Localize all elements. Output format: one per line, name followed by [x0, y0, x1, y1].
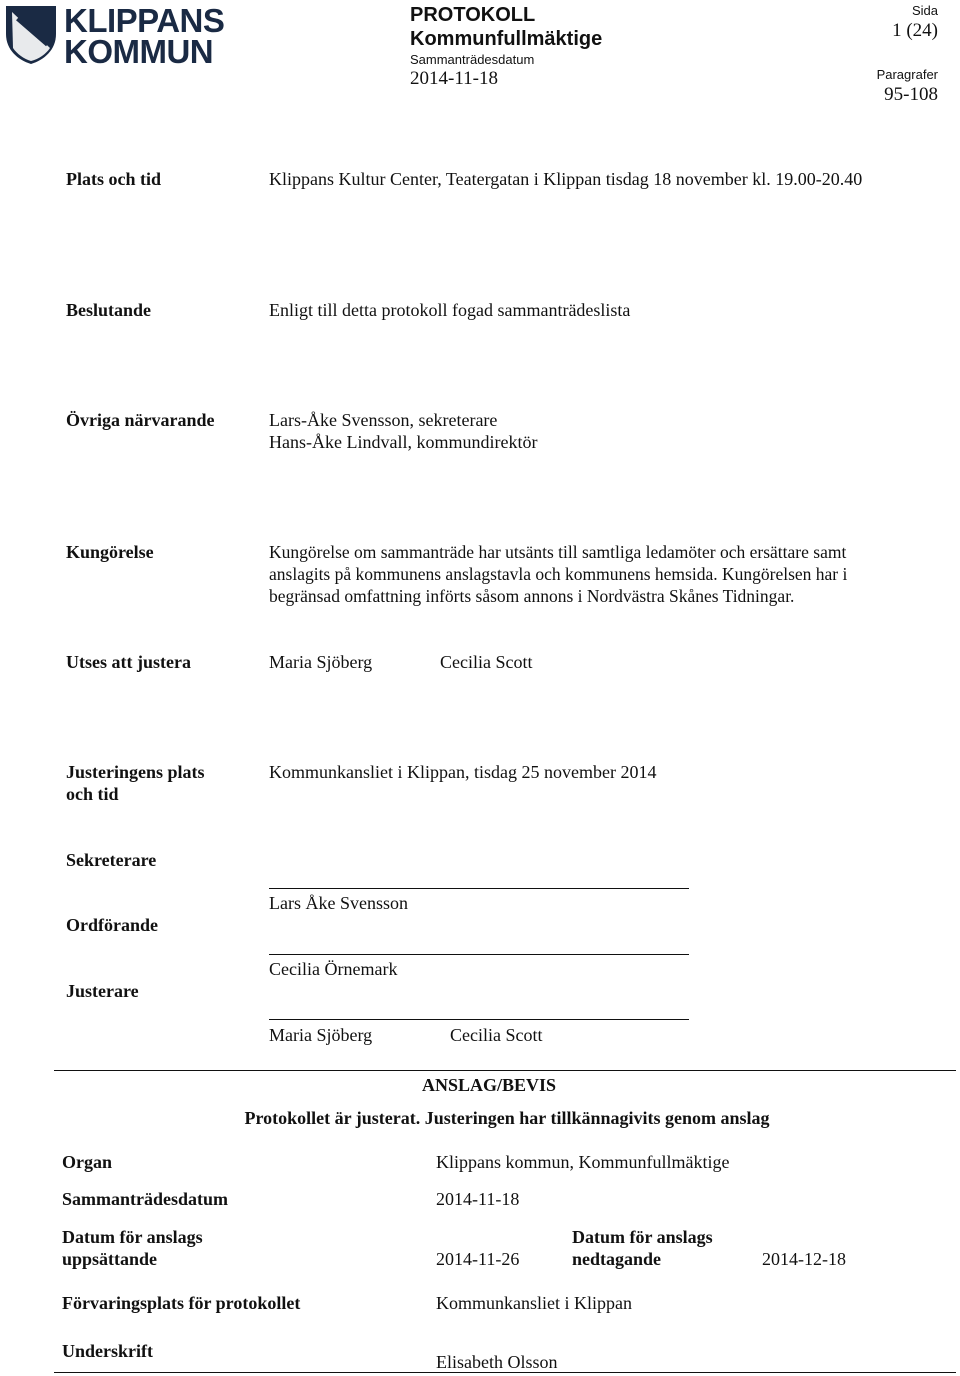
notice-meeting-date-value: 2014-11-18 — [436, 1189, 520, 1209]
notice-meeting-date-label: Sammanträdesdatum — [62, 1189, 229, 1209]
meeting-date-label: Sammanträdesdatum — [410, 52, 535, 67]
doc-type: PROTOKOLL — [410, 4, 536, 26]
removed-date-label-line1: Datum för anslags — [572, 1227, 713, 1247]
notice-top-rule — [54, 1070, 956, 1071]
chair-signature-line — [269, 954, 689, 955]
adjusters-label: Utses att justera — [66, 652, 191, 672]
adjust-place-label-line2: och tid — [66, 784, 119, 804]
announcement-line3: begränsad omfattning införts såsom annons i Nordvästra Skånes Tidningar. — [269, 586, 795, 606]
chair-name: Cecilia Örnemark — [269, 959, 398, 979]
adjusters-sign-label: Justerare — [66, 981, 139, 1001]
signature-label: Underskrift — [62, 1341, 153, 1361]
committee-name: Kommunfullmäktige — [410, 28, 603, 50]
secretary-name: Lars Åke Svensson — [269, 893, 408, 913]
deciders-value: Enligt till detta protokoll fogad sammanträdeslista — [269, 300, 631, 320]
storage-label: Förvaringsplats för protokollet — [62, 1293, 301, 1313]
adjust-place-label-line1: Justeringens plats — [66, 762, 205, 782]
announcement-label: Kungörelse — [66, 542, 154, 562]
posted-date-label-line1: Datum för anslags — [62, 1227, 203, 1247]
announcement-line2: anslagits på kommunens anslagstavla och kommunens hemsida. Kungörelsen har i — [269, 564, 848, 584]
deciders-label: Beslutande — [66, 300, 152, 320]
secretary-signature-line — [269, 888, 689, 889]
adjust-place-value: Kommunkansliet i Klippan, tisdag 25 november 2014 — [269, 762, 657, 782]
notice-subtitle: Protokollet är justerat. Justeringen har tillkännagivits genom anslag — [244, 1108, 770, 1128]
secretary-label: Sekreterare — [66, 850, 157, 870]
storage-value: Kommunkansliet i Klippan — [436, 1293, 632, 1313]
adjuster-1-name: Maria Sjöberg — [269, 1025, 373, 1045]
adjuster-1: Maria Sjöberg — [269, 652, 373, 672]
paragraphs-label: Paragrafer — [876, 67, 938, 82]
coat-of-arms-icon — [4, 4, 58, 66]
notice-bottom-rule — [54, 1372, 956, 1373]
place-time-value: Klippans Kultur Center, Teatergatan i Klippan tisdag 18 november kl. 19.00-20.40 — [269, 169, 863, 189]
page-label: Sida — [911, 3, 938, 18]
place-time-label: Plats och tid — [66, 169, 162, 189]
posted-date-value: 2014-11-26 — [436, 1249, 520, 1269]
notice-title: ANSLAG/BEVIS — [421, 1075, 557, 1095]
meeting-date: 2014-11-18 — [410, 68, 498, 89]
others-present-label: Övriga närvarande — [66, 410, 215, 430]
others-present-line1: Lars-Åke Svensson, sekreterare — [269, 410, 498, 430]
organ-value: Klippans kommun, Kommunfullmäktige — [436, 1152, 730, 1172]
logo-name-line1: KLIPPANS — [64, 2, 225, 39]
removed-date-label-line2: nedtagande — [572, 1249, 662, 1269]
posted-date-label-line2: uppsättande — [62, 1249, 158, 1269]
chair-label: Ordförande — [66, 915, 158, 935]
adjuster-2-name: Cecilia Scott — [450, 1025, 543, 1045]
klippans-kommun-logo — [4, 2, 225, 70]
announcement-line1: Kungörelse om sammanträde har utsänts till samtliga ledamöter och ersättare samt — [269, 542, 847, 562]
paragraphs-range: 95-108 — [884, 84, 938, 105]
organ-label: Organ — [62, 1152, 113, 1172]
others-present-line2: Hans-Åke Lindvall, kommundirektör — [269, 432, 538, 452]
adjuster-2: Cecilia Scott — [440, 652, 533, 672]
signature-name: Elisabeth Olsson — [436, 1352, 558, 1372]
removed-date-value: 2014-12-18 — [762, 1249, 846, 1269]
page-number: 1 (24) — [892, 20, 938, 41]
adjusters-signature-line — [269, 1019, 689, 1020]
logo-name-line2: KOMMUN — [64, 33, 214, 70]
